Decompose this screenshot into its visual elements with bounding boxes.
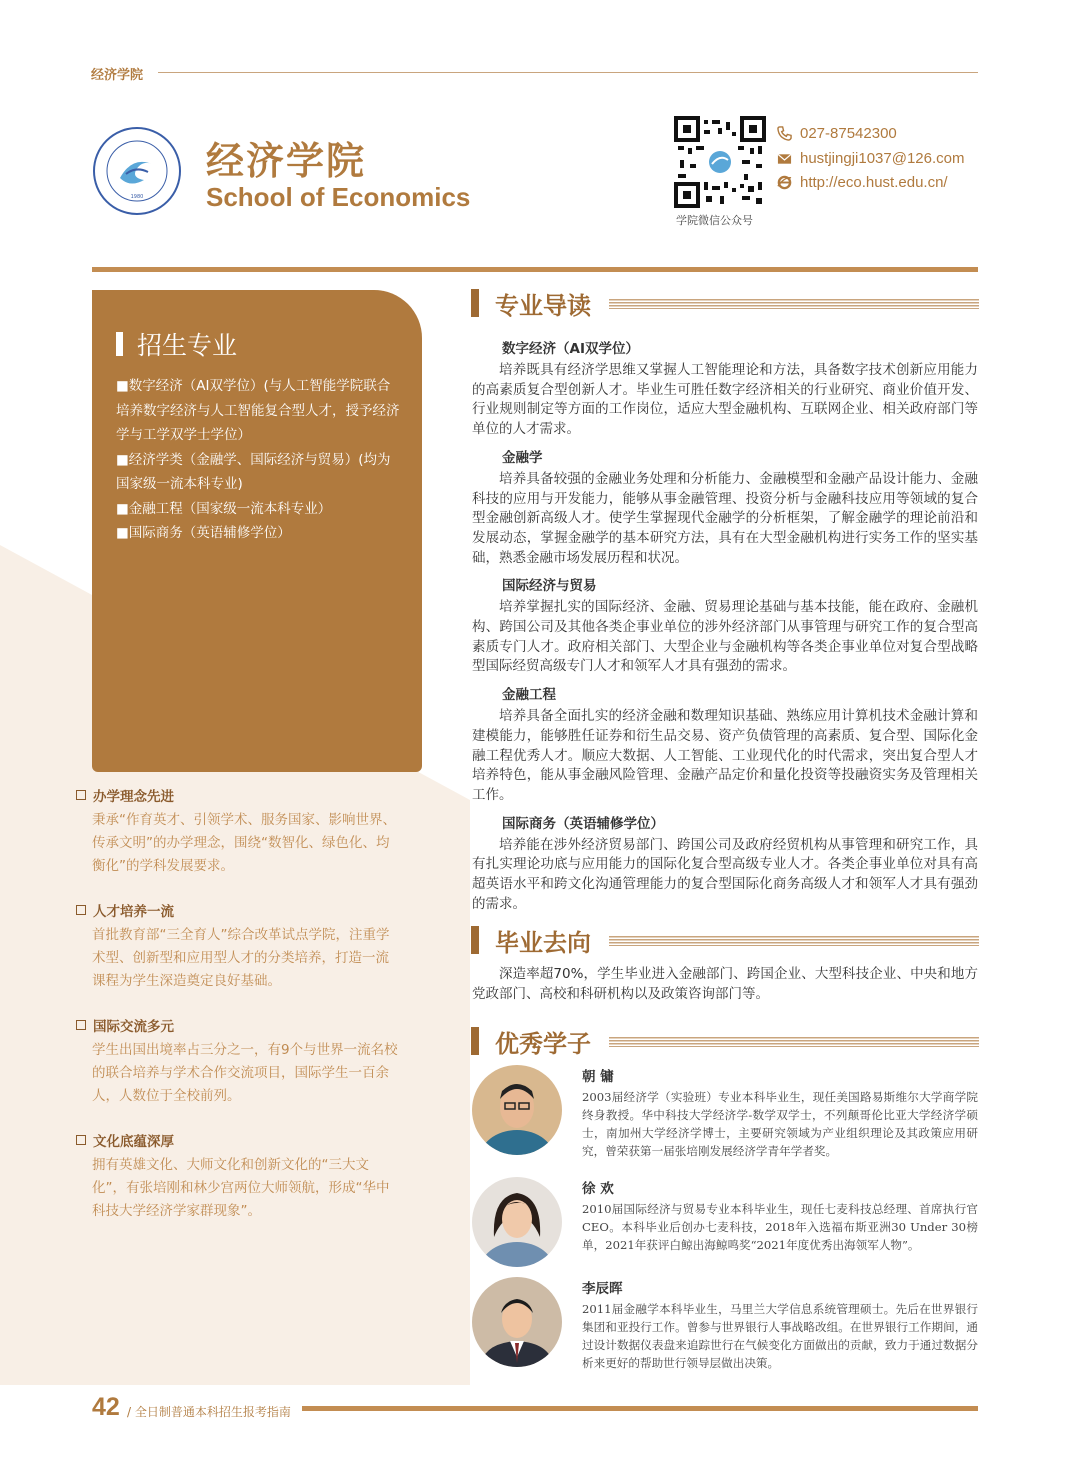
major-name: 金融工程: [502, 687, 556, 704]
major-entry: [472, 337, 978, 440]
major-entry: [472, 812, 978, 915]
section-title: 毕业去向: [495, 928, 591, 957]
alumni-bio: 2003届经济学（实验班）专业本科毕业生，现任美国路易斯维尔大学商学院终身教授。华中科技大学经济学-数学双学士，不列颠哥伦比亚大学经济学硕士，南加州大学经济学博士，主要研究领域为产业组织理论及其政策应用研究，曾荣获第一届张培刚发展经济学青年学者奖。: [582, 1090, 978, 1158]
major-description: 培养具备较强的金融业务处理和分析能力、金融模型和金融产品设计能力、金融科技的应用与开发能力，能够从事金融管理、投资分析与金融科技应用等领域的复合型金融创新高级人才。使学生掌握现代金融学的分析框架，了解金融学的理论前沿和发展动态，掌握金融学的基本研究方法，具有在大型金融机构进行实务工作的坚实基础，熟悉金融市场发展历程和状况。: [472, 470, 978, 566]
alumni-name: 李辰晖: [582, 1281, 623, 1297]
phone-icon: [776, 126, 792, 142]
admissions-item: ■数字经济（AI双学位）(与人工智能学院联合培养数字经济与人工智能复合型人才，授予经济学与工学双学士学位）: [116, 378, 400, 443]
major-entry: [472, 574, 978, 677]
square-bullet-icon: [76, 1020, 86, 1030]
major-name: 国际商务（英语辅修学位）: [502, 815, 664, 832]
alumni-name: 朝 镛: [582, 1069, 614, 1085]
alumni-bio: 2011届金融学本科毕业生，马里兰大学信息系统管理硕士。先后在世界银行集团和亚投行工作。曾参与世界银行人事战略改组。在世界银行工作期间，通过设计数据仪表盘来追踪世行在气候变化方面做出的贡献，致力于通过数据分析来更好的帮助世行领导层做出决策。: [582, 1302, 978, 1370]
email-address[interactable]: hustjingji1037@126.com: [800, 150, 965, 167]
admissions-title: 招生专业: [137, 331, 238, 360]
feature-title: 文化底蕴深厚: [93, 1134, 174, 1150]
section-heading-intro: [471, 289, 591, 320]
feature-block: [76, 785, 398, 878]
feature-body: 秉承“作育英才、引领学术、服务国家、影响世界、传承文明”的办学理念，围绕“数智化、绿色化、均衡化”的学科发展要求。: [92, 812, 396, 874]
school-logo: [92, 126, 182, 216]
svg-text:1980: 1980: [130, 194, 144, 200]
admissions-list: [116, 374, 400, 546]
major-description: 培养能在涉外经济贸易部门、跨国公司及政府经贸机构从事管理和研究工作，具有扎实理论功底与应用能力的国际化复合型高级专业人才。各类企事业单位对具有高超英语水平和跨文化沟通管理能力的复合型国际化商务高级人才和领军人才具有强劲的需求。: [472, 836, 978, 912]
phone-number: 027-87542300: [800, 125, 897, 142]
major-entry: [472, 446, 978, 569]
square-bullet-icon: [76, 905, 86, 915]
majors-list: [472, 337, 978, 920]
major-description: 培养既具有经济学思维又掌握人工智能理论和方法，具备数字技术创新应用能力的高素质复合型创新人才。毕业生可胜任数字经济相关的行业研究、商业价值开发、行业规则制定等方面的工作岗位，适应大型金融机构、互联网企业、相关政府部门等单位的人才需求。: [472, 362, 978, 438]
feature-body: 拥有英雄文化、大师文化和创新文化的“三大文化”，有张培刚和林少宫两位大师领航，形成“华中科技大学经济学家群现象”。: [92, 1157, 390, 1219]
top-divider: [158, 72, 978, 73]
major-description: 培养掌握扎实的国际经济、金融、贸易理论基础与基本技能，能在政府、金融机构、跨国公司及其他各类企事业单位的涉外经济部门从事管理与研究工作的复合型高素质专门人才。政府相关部门、大型企业与金融机构等各类企事业单位对复合型战略型国际经贸高级专门人才和领军人才具有强劲的需求。: [472, 599, 978, 675]
page-number: 42: [92, 1393, 120, 1421]
square-bullet-icon: [76, 1135, 86, 1145]
qr-caption: 学院微信公众号: [676, 214, 753, 227]
square-bullet-icon: [76, 790, 86, 800]
major-name: 金融学: [502, 449, 543, 466]
footer-divider: [302, 1406, 978, 1411]
email-row: [776, 150, 965, 167]
avatar: [472, 1177, 562, 1267]
browser-icon: [776, 175, 792, 191]
section-heading-alumni: [471, 1027, 591, 1058]
feature-title: 人才培养一流: [93, 904, 174, 920]
section-title: 优秀学子: [495, 1029, 591, 1058]
feature-block: [76, 1130, 398, 1223]
major-name: 数字经济（AI双学位）: [502, 341, 639, 357]
footer-text: / 全日制普通本科招生报考指南: [127, 1405, 291, 1419]
section-label: 经济学院: [91, 68, 144, 83]
alumni-bio: 2010届国际经济与贸易专业本科毕业生，现任七麦科技总经理、首席执行官CEO。本科毕业后创办七麦科技，2018年入选福布斯亚洲30 Under 30榜单，2021年获评白鲸出海鲸鸣奖“2021年度优秀出海领军人物”。: [582, 1202, 978, 1252]
major-entry: [472, 683, 978, 806]
admissions-item: ■金融工程（国家级一流本科专业）: [116, 500, 332, 517]
major-description: 培养具备全面扎实的经济金融和数理知识基础、熟练应用计算机技术金融计算和建模能力，能够胜任证券和衍生品交易、资产负债管理的高素质、复合型、国际化金融工程优秀人才。顺应大数据、人工智能、工业现代化的时代需求，突出复合型人才培养特色，能从事金融风险管理、金融产品定价和量化投资等投融资实务及管理相关工作。: [472, 708, 978, 803]
admissions-item: ■经济学类（金融学、国际经济与贸易）(均为国家级一流本科专业): [116, 451, 391, 492]
section-title: 专业导读: [495, 291, 591, 320]
feature-title: 国际交流多元: [93, 1019, 174, 1035]
admissions-heading: [116, 326, 237, 362]
feature-title: 办学理念先进: [93, 789, 174, 805]
alumni-entry: [472, 1277, 978, 1372]
section-heading-graduation: [471, 926, 591, 957]
page-title: 经济学院: [206, 139, 367, 183]
page-subtitle-en: School of Economics: [206, 182, 471, 212]
major-name: 国际经济与贸易: [502, 578, 597, 595]
avatar: [472, 1277, 562, 1367]
website-link[interactable]: http://eco.hust.edu.cn/: [800, 174, 948, 191]
alumni-name: 徐 欢: [582, 1181, 614, 1197]
alumni-entry: [472, 1177, 978, 1267]
feature-body: 首批教育部“三全育人”综合改革试点学院，注重学术型、创新型和应用型人才的分类培养，打造一流课程为学生深造奠定良好基础。: [92, 927, 390, 989]
avatar: [472, 1065, 562, 1155]
graduation-text: 深造率超70%，学生毕业进入金融部门、跨国企业、大型科技企业、中央和地方党政部门、高校和科研机构以及政策咨询部门等。: [472, 966, 978, 1002]
header-divider: [92, 267, 978, 272]
alumni-entry: [472, 1065, 978, 1160]
website-row: [776, 174, 948, 191]
mail-icon: [776, 151, 792, 167]
feature-block: [76, 900, 398, 993]
feature-block: [76, 1015, 398, 1108]
phone-row: [776, 125, 897, 142]
admissions-item: ■国际商务（英语辅修学位）: [116, 525, 291, 541]
qr-code[interactable]: [674, 116, 766, 208]
feature-body: 学生出国出境率占三分之一，有9个与世界一流名校的联合培养与学术合作交流项目，国际学生一百余人，人数位于全校前列。: [92, 1042, 398, 1104]
